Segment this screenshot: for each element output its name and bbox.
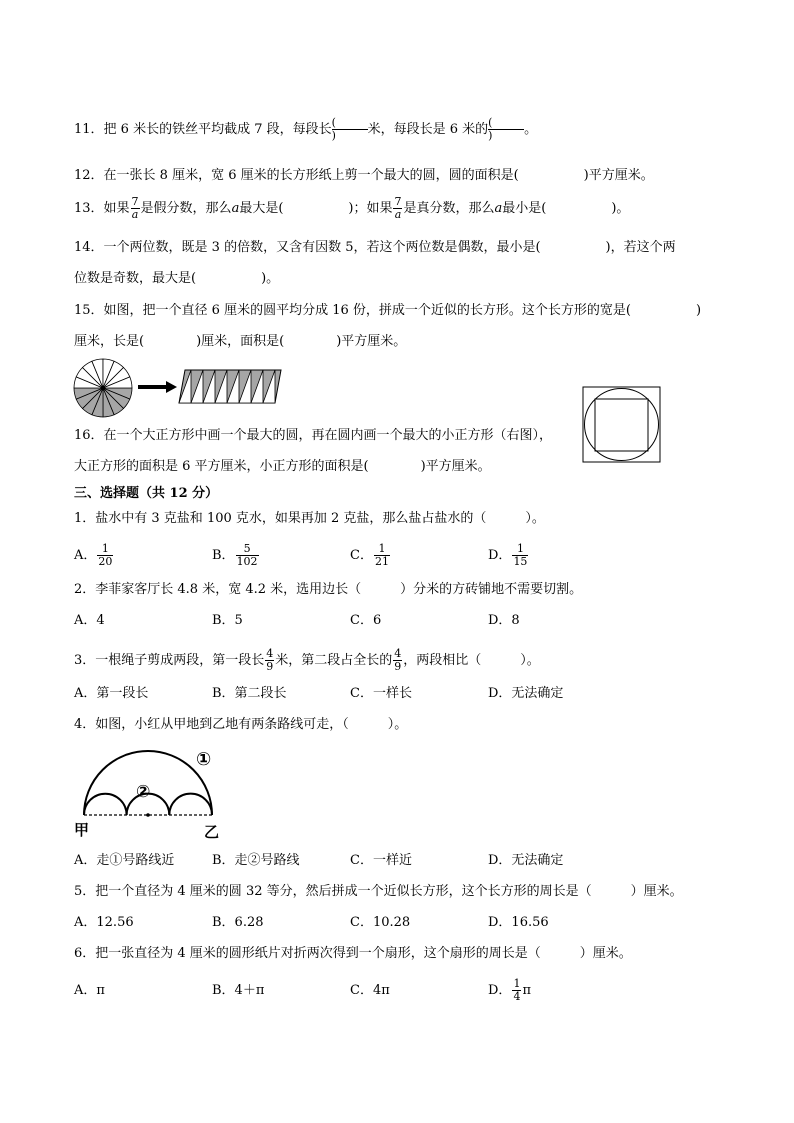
choice-q4-option-a[interactable]: A．走①号路线近 [74,853,175,868]
choice-q4-stem: 4．如图，小红从甲地到乙地有两条路线可走，（ ）。 [74,717,408,732]
choice-q3-option-b[interactable]: B．第二段长 [212,686,287,701]
q13-fraction-2: $\frac{7}{a}$ [394,195,402,221]
q15-strip-figure [176,368,282,406]
question-13: 13．如果 $\frac{7}{a}$ 是假分数，那么a最大是( )；如果 $\frac{7}{a}$ 是真分数，那么a最小是( )。 [74,195,630,221]
choice-q5-option-c[interactable]: C．10.28 [350,915,411,930]
choice-q5-option-d[interactable]: D．16.56 [488,915,549,930]
q11-blank-fraction-2: ( ) [488,117,524,142]
q11-text-b: 米，每段长是 6 米的 [367,122,489,137]
q13-fraction-1: $\frac{7}{a}$ [131,195,139,221]
question-11: 11．把 6 米长的铁丝平均截成 7 段，每段长 ( ) 米，每段长是 6 米的 ( ) 。 [74,116,538,142]
choice-q3-option-a[interactable]: A．第一段长 [74,686,149,701]
end-point-label: 乙 [204,823,220,841]
choice-q3-stem: 3．一根绳子剪成两段，第一段长 $\frac{4}{9}$ 米，第二段占全长的 $\frac{4}{9}$ ，两段相比（ ）。 [74,647,540,673]
q16-square-circle-figure [582,386,662,464]
route-2-label: ② [136,782,151,802]
question-16-line-1: 16．在一个大正方形中画一个最大的圆，再在圆内画一个最大的小正方形（右图）， [74,428,553,443]
choice-q1-option-b[interactable]: B． $\frac{5}{102}$ [212,542,258,568]
choice-q2-option-a[interactable]: A．4 [74,613,105,628]
section-3-title: 三、选择题（共 12 分） [74,486,219,501]
choice-q5-option-a[interactable]: A．12.56 [74,915,134,930]
question-14-line-1: 14．一个两位数，既是 3 的倍数，又含有因数 5，若这个两位数是偶数，最小是( )，若这个两 [74,240,676,255]
choice-q1-stem: 1．盐水中有 3 克盐和 100 克水，如果再加 2 克盐，那么盐占盐水的（ ）。 [74,511,545,526]
choice-q6-option-c[interactable]: C．4π [350,983,390,998]
choice-q1-option-c[interactable]: C． $\frac{1}{21}$ [350,542,389,568]
start-point-label: 甲 [74,821,90,839]
choice-q4-option-b[interactable]: B．走②号路线 [212,853,300,868]
q11-text-a: 11．把 6 米长的铁丝平均截成 7 段，每段长 [74,122,332,137]
choice-q6-option-b[interactable]: B．4＋π [212,983,265,998]
question-14-line-2: 位数是奇数，最大是( )。 [74,271,280,286]
question-15-line-1: 15．如图，把一个直径 6 厘米的圆平均分成 16 份，拼成一个近似的长方形。这个长方形的宽是( ) [74,303,702,318]
q4-route-figure [72,745,232,845]
choice-q6-option-a[interactable]: A．π [74,983,105,998]
choice-q6-stem: 6．把一张直径为 4 厘米的圆形纸片对折两次得到一个扇形，这个扇形的周长是（ ）厘米。 [74,946,632,961]
choice-q2-option-b[interactable]: B．5 [212,613,243,628]
q11-blank-fraction-1: ( ) [332,117,368,142]
choice-q5-option-b[interactable]: B．6.28 [212,915,264,930]
q15-arrow-icon [136,380,178,394]
choice-q1-option-a[interactable]: A． $\frac{1}{20}$ [74,542,113,568]
choice-q2-stem: 2．李菲家客厅长 4.8 米，宽 4.2 米，选用边长（ ）分米的方砖铺地不需要切割。 [74,582,583,597]
choice-q4-option-c[interactable]: C．一样近 [350,853,412,868]
question-16-line-2: 大正方形的面积是 6 平方厘米，小正方形的面积是( )平方厘米。 [74,459,491,474]
choice-q4-option-d[interactable]: D．无法确定 [488,853,564,868]
choice-q2-option-c[interactable]: C．6 [350,613,382,628]
q15-circle-figure [72,357,134,419]
choice-q5-stem: 5．把一个直径为 4 厘米的圆 32 等分，然后拼成一个近似长方形，这个长方形的周长是（ ）厘米。 [74,884,683,899]
question-15-line-2: 厘米，长是( )厘米，面积是( )平方厘米。 [74,334,407,349]
route-1-label: ① [196,749,212,770]
choice-q6-option-d[interactable]: D． $\frac{1}{4}$ π [488,977,531,1003]
choice-q2-option-d[interactable]: D．8 [488,613,520,628]
choice-q3-option-c[interactable]: C．一样长 [350,686,412,701]
choice-q3-option-d[interactable]: D．无法确定 [488,686,564,701]
choice-q1-option-d[interactable]: D． $\frac{1}{15}$ [488,542,528,568]
question-12: 12．在一张长 8 厘米，宽 6 厘米的长方形纸上剪一个最大的圆，圆的面积是( )平方厘米。 [74,168,654,183]
